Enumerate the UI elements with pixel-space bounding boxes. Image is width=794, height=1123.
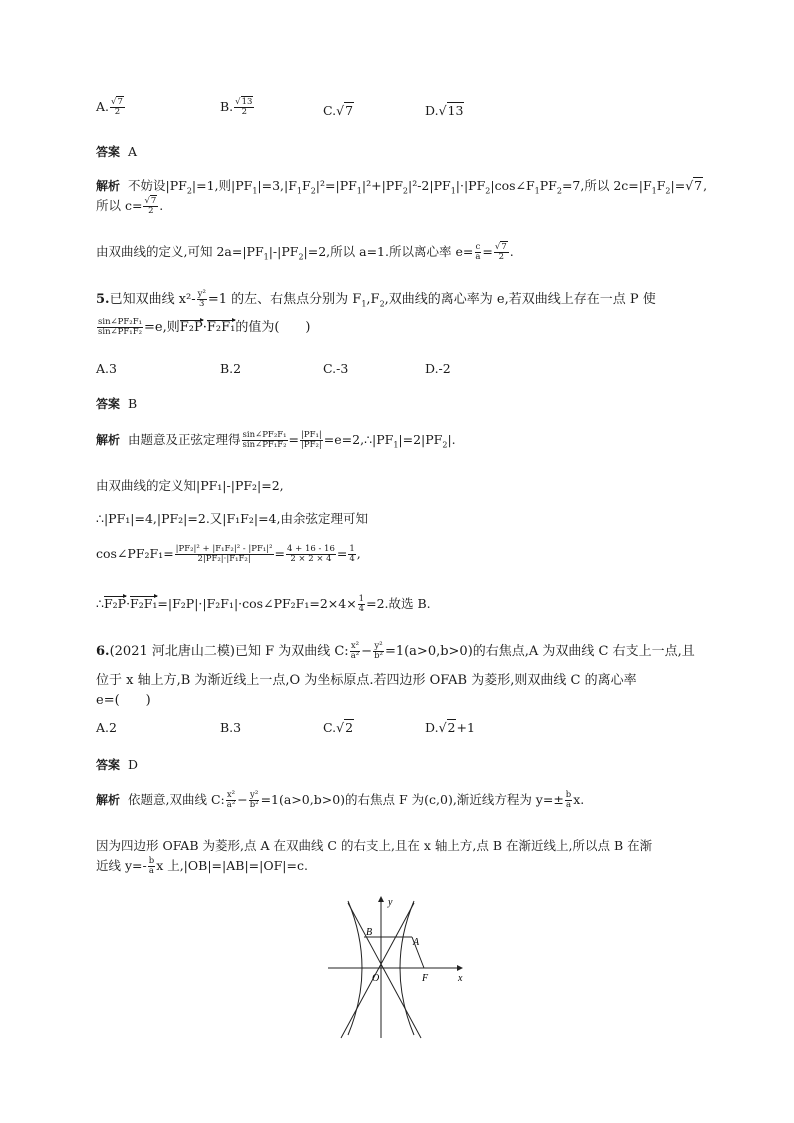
q6-option-d: D.√2+1	[425, 720, 475, 735]
q5-solution-line-1: 解析 由题意及正弦定理得 $\frac{\text{sin∠PF₂F₁}}{\text{sin∠PF₁F₂}}$ = $\frac{\text{|PF₁|}}{\text{|PF₂|}}$ $=e=2,\therefore|PF_1|=2|PF_2|$.	[96, 430, 456, 450]
q4-option-d: D.√13	[425, 103, 464, 118]
q6-solution-line-1: 解析 依题意,双曲线 C: $\frac{\text{x²}}{\text{a²}}$ − $\frac{\text{y²}}{\text{b²}}$ =1(a>0,b>0)的右焦点 F 为(c,0),渐近线方程为 y=± $\frac{b}{a}$ x.	[96, 790, 585, 810]
q4-solution-line-2: 所以 c= $\frac{√7}{2}$ .	[96, 196, 164, 216]
q4-solution-line-3: 由双曲线的定义,可知 $2a=|PF_1|-|PF_2|=2$,所以 a=1.所以离心率 e= $\frac{c}{a}$ = $\frac{√7}{2}$ .	[96, 242, 514, 262]
label-b: B	[366, 927, 373, 938]
q4-option-b: B. $\frac{√13}{2}$	[220, 97, 253, 117]
q6-stem-line-3: e=( )	[96, 693, 151, 708]
q5-answer: 答案 B	[96, 396, 138, 411]
label-a: A	[413, 937, 420, 948]
q4-option-a: A. $\frac{√7}{2}$	[96, 97, 123, 117]
q5-option-c: C.-3	[323, 361, 349, 376]
asymptote-left	[348, 903, 421, 1038]
q5-option-b: B.2	[220, 361, 242, 376]
q5-solution-line-3: ∴|PF₁|=4,|PF₂|=2.又|F₁F₂|=4,由余弦定理可知	[96, 511, 368, 526]
q6-solution-line-2: 因为四边形 OFAB 为菱形,点 A 在双曲线 C 的右支上,且在 x 轴上方,点 B 在渐近线上,所以点 B 在渐	[96, 838, 653, 853]
q5-stem-line-2: $\frac{\text{sin∠PF₂F₁}}{\text{sin∠PF₁F₂}}$ =e,则F₂P·F₂F₁的值为( )	[98, 317, 311, 337]
sqrt13-over-2: $\frac{√13}{2}$	[235, 97, 253, 117]
q5-solution-line-4: cos∠PF₂F₁= $\frac{\text{|PF₂|² + |F₁F₂|² - |PF₁|²}}{\text{2|PF₂|·|F₁F₂|}}$ = $\frac{4 + 16 - 16}{2 \times 2 \times 4}$ = $\frac{1}{4}$ ,	[96, 544, 361, 564]
q5-stem-line-1: 5.已知双曲线 x²- $\frac{\text{y²}}{3}$ =1 的左、右焦点分别为 $F_1,F_2$,双曲线的离心率为 e,若双曲线上存在一点 P 使	[96, 289, 656, 309]
label-f: F	[422, 973, 429, 984]
q6-solution-line-3: 近线 y=- $\frac{b}{a}$ x 上,|OB|=|AB|=|OF|=c.	[96, 856, 308, 876]
q6-option-c: C.√2	[323, 720, 354, 735]
label-y: y	[388, 897, 393, 908]
label-x: x	[458, 973, 463, 984]
q4-option-c: C.√7	[323, 103, 354, 118]
q6-answer: 答案 D	[96, 757, 139, 772]
sqrt7-over-2: $\frac{√7}{2}$	[111, 97, 123, 117]
q4-answer: 答案 A	[96, 144, 138, 159]
q5-option-a: A.3	[96, 361, 117, 376]
q5-option-d: D.-2	[425, 361, 451, 376]
asymptote-right	[341, 903, 414, 1038]
q6-option-a: A.2	[96, 720, 117, 735]
q6-option-b: B.3	[220, 720, 242, 735]
hyperbola-figure	[326, 893, 476, 1041]
q6-stem-line-1: 6.(2021 河北唐山二模)已知 F 为双曲线 C: $\frac{\text{x²}}{\text{a²}}$ − $\frac{\text{y²}}{\text{b²}}$ =1(a>0,b>0)的右焦点,A 为双曲线 C 右支上一点,且	[96, 641, 695, 661]
q5-solution-line-2: 由双曲线的定义知|PF₁|-|PF₂|=2,	[96, 478, 284, 493]
label-o: O	[372, 973, 380, 984]
q4-solution-line-1: 解析 不妨设$|PF_2|=1$,则$|PF_1|=3,|F_1F_2|^2=|PF_1|^2+|PF_2|^2-2|PF_1|\cdot|PF_2|\cos\angle F_1PF_2=7$,所以 $2c=|F_1F_2|=√7$,	[96, 178, 708, 196]
q5-solution-line-5: ∴F₂P·F₂F₁=|F₂P|·|F₂F₁|·cos∠PF₂F₁=2×4× $\frac{1}{4}$ =2.故选 B.	[96, 594, 431, 614]
q6-stem-line-2: 位于 x 轴上方,B 为渐近线上一点,O 为坐标原点.若四边形 OFAB 为菱形,则双曲线 C 的离心率	[96, 673, 637, 688]
